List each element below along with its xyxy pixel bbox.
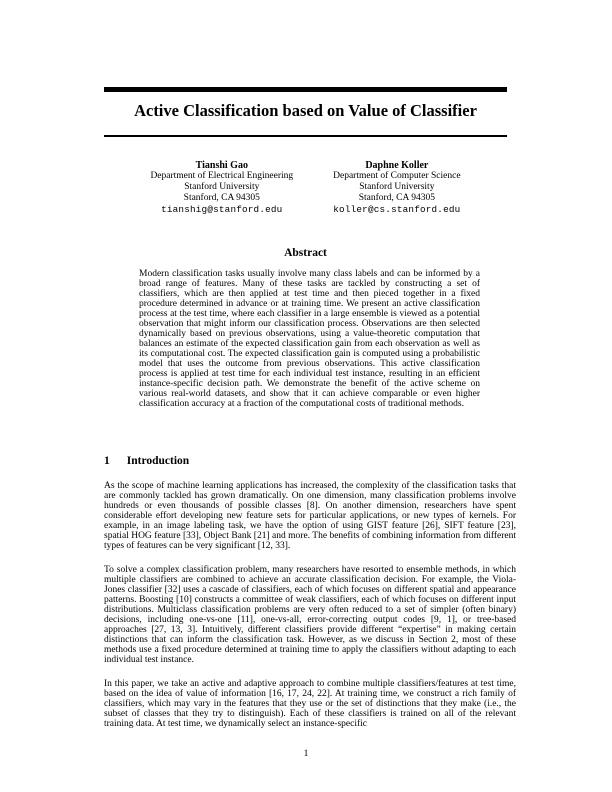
title-rule-bottom (104, 135, 507, 137)
author-name: Daphne Koller (365, 160, 429, 171)
intro-paragraph-1: As the scope of machine learning applications has increased, the complexity of the classification tasks that are commonly tackled has grown dramatically. On one dimension, many classification problems involve hundreds or even thousands of possible classes [8]. On another dimension, researchers have spent considerable effort developing new feature sets for particular applications, or new types of kernels. For example, in an image labeling task, we have the option of using GIST feature [26], SIFT feature [23], spatial HOG feature [33], Object Bank [21] and more. The benefits of combining information from different types of features can be very significant [12, 33]. (104, 481, 516, 551)
author-address: Stanford, CA 94305 (183, 193, 260, 203)
paper-title: Active Classification based on Value of Classifier (134, 101, 477, 120)
section-title: Introduction (126, 455, 190, 467)
author-name: Tianshi Gao (195, 160, 248, 171)
author-block (104, 160, 507, 216)
author-department: Department of Electrical Engineering (150, 171, 294, 181)
abstract-heading: Abstract (284, 247, 327, 259)
abstract-text: Modern classification tasks usually involve many class labels and can be informed by a broad range of features. Many of these tasks are tackled by constructing a set of classifiers, which are then applied at test time and then pieced together in a fixed procedure determined in advance or at training time. We present an active classification process at the test time, where each classifier in a large ensemble is viewed as a potential observation that might inform our classification process. Observations are then selected dynamically based on previous observations, using a value-theoretic computation that balances an estimate of the expected classification gain from each observation as well as its computational cost. The expected classification gain is computed using a probabilistic model that uses the outcome from previous observations. This active classification process is applied at test time for each individual test instance, resulting in an efficient instance-specific decision path. We demonstrate the benefit of the active scheme on various real-world datasets, and show that it can achieve comparable or even higher classification accuracy at a fraction of the computational costs of traditional methods. (139, 269, 480, 409)
section-number: 1 (104, 455, 110, 467)
author-email: koller@cs.stanford.edu (333, 204, 461, 215)
page-number: 1 (303, 749, 309, 759)
section-introduction (104, 455, 516, 743)
abstract-section (104, 247, 507, 409)
author-email: tianshig@stanford.edu (161, 204, 283, 215)
author-university: Stanford University (184, 182, 260, 192)
author-daphne-koller (333, 160, 460, 216)
author-address: Stanford, CA 94305 (358, 193, 435, 203)
author-department: Department of Computer Science (333, 171, 461, 181)
author-university: Stanford University (359, 182, 435, 192)
section-heading (104, 455, 516, 468)
title-rule-top (104, 87, 507, 92)
intro-paragraph-3: In this paper, we take an active and adaptive approach to combine multiple classifiers/features at test time, based on the idea of value of information [16, 17, 24, 22]. At training time, we construct a rich family of classifiers, which may vary in the features that they use or the set of distinctions that they make (i.e., the subset of classes that they try to distinguish). Each of these classifiers is trained on all of the relevant training data. At test time, we dynamically select an instance-specific (104, 679, 516, 729)
author-tianshi-gao (150, 160, 293, 216)
intro-paragraph-2: To solve a complex classification problem, many researchers have resorted to ensemble methods, in which multiple classifiers are combined to achieve an accurate classification decision. For example, the Viola-Jones classifier [32] uses a cascade of classifiers, each of which focuses on different spatial and appearance patterns. Boosting [10] constructs a committee of weak classifiers, each of which focuses on different input distributions. Multiclass classification problems are very often reduced to a set of simpler (often binary) decisions, including one-vs-one [11], one-vs-all, error-correcting output codes [9, 1], or tree-based approaches [27, 13, 3]. Intuitively, different classifiers provide different “expertise” in making certain distinctions that can inform the classification task. However, as we discuss in Section 2, most of these methods use a fixed procedure determined at training time to apply the classifiers without adapting to each individual test instance. (104, 565, 516, 665)
